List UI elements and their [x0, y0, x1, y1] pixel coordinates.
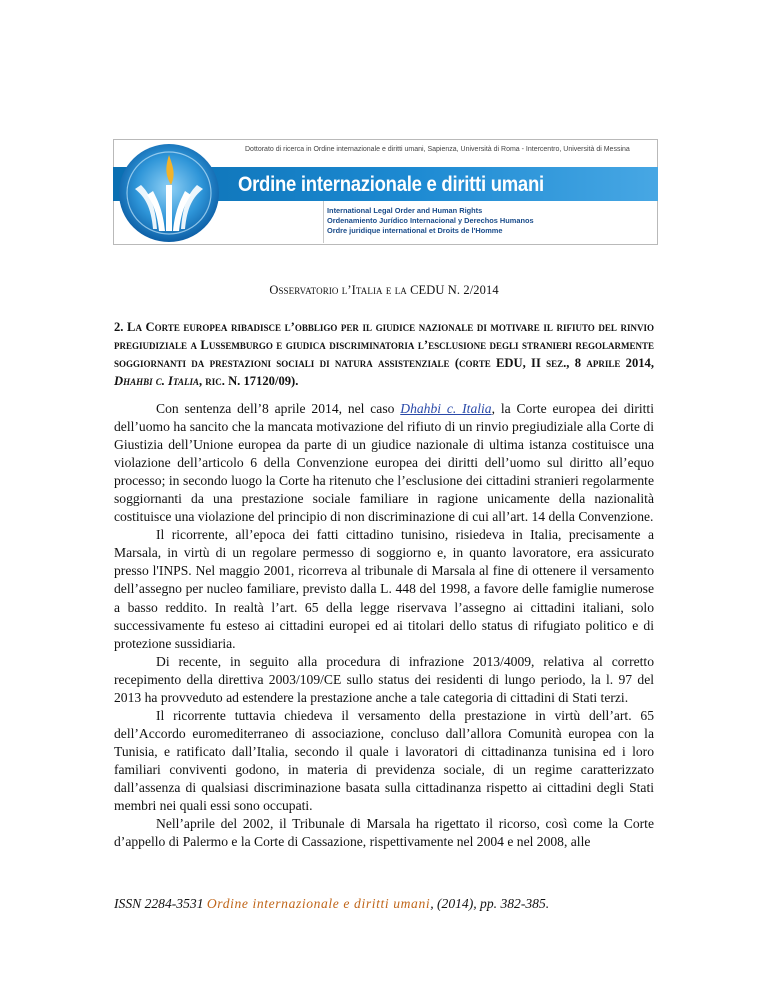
footer-citation: , (2014), pp. 382-385.: [430, 896, 550, 911]
observatory-initial-i: I: [351, 283, 356, 297]
banner-affiliation: Dottorato di ricerca in Ordine internazionale e diritti umani, Sapienza, Università di Roma - Intercentro, Università di Messina: [245, 146, 630, 153]
article-body: [114, 400, 654, 851]
observatory-initial-o: O: [269, 283, 279, 297]
section-heading-ref: , ric. N. 17120/09).: [198, 374, 299, 388]
footer-journal: Ordine internazionale e diritti umani: [206, 896, 431, 911]
journal-banner: [113, 139, 658, 245]
paragraph-3: Di recente, in seguito alla procedura di infrazione 2013/4009, relativa al corretto recepimento della direttiva 2003/109/CE sullo status dei residenti di lungo periodo, la l. 97 del 2013 ha provveduto ad estendere la prestazione anche a tale categoria di cittadini di Stati terzi.: [114, 653, 654, 705]
page-footer: [114, 896, 654, 912]
footer-issn: ISSN 2284-3531: [114, 896, 207, 911]
observatory-number: CEDU N. 2/2014: [410, 283, 499, 297]
banner-divider: [323, 201, 324, 243]
observatory-word-2: talia e la: [355, 283, 411, 297]
paragraph-5: Nell’aprile del 2002, il Tribunale di Marsala ha rigettato il ricorso, così come la Corte d’appello di Palermo e la Corte di Cassazione, rispettivamente nel 2004 e nel 2008, alle: [114, 816, 654, 850]
banner-subtitle-en: International Legal Order and Human Rights: [327, 206, 483, 215]
paragraph-4: Il ricorrente tuttavia chiedeva il versamento della prestazione in virtù dell’art. 65 dell’Accordo euromediterraneo di associazione, concluso dall’allora Comunità europea con la Tunisia, e ratificato dall’Italia, secondo il quale i lavoratori di cittadinanza tunisina ed i loro familiari conviventi godono, in materia di previdenza sociale, di un regime caratterizzato dall’assenza di qualsiasi discriminazione basata sulla cittadinanza rispetto ai cittadini degli Stati membri nei quali essi sono occupati.: [114, 707, 654, 814]
paragraph-1: [114, 400, 654, 526]
banner-title: Ordine internazionale e diritti umani: [238, 172, 544, 196]
case-link[interactable]: Dhahbi c. Italia: [400, 401, 492, 416]
journal-logo-icon: [113, 141, 225, 245]
observatory-word-1: sservatorio l’: [278, 283, 352, 297]
observatory-heading: [0, 283, 768, 298]
paragraph-1-start: Con sentenza dell’8 aprile 2014, nel caso: [156, 401, 401, 416]
paragraph-2: Il ricorrente, all’epoca dei fatti cittadino tunisino, risiedeva in Italia, precisamente a Marsala, in virtù di un regolare permesso di soggiorno e, in quanto lavoratore, era assicurato presso l'INPS. Nel maggio 2001, ricorreva al tribunale di Marsala al fine di ottenere il versamento dell’assegno per nucleo familiare, previsto dalla L. 448 del 1998, a favore delle famiglie numerose a basso reddito. In realtà l’art. 65 della legge riservava l’assegno ai cittadini italiani, solo successivamente fu esteso ai cittadini europei ed ai titolari dello status di rifugiato politico e di protezione sussidiaria.: [114, 527, 654, 651]
section-heading-text: 2. La Corte europea ribadisce l’obbligo per il giudice nazionale di motivare il rifiuto del rinvio pregiudiziale a Lussemburgo e giudica discriminatoria l’esclusione degli stranieri regolarmente soggiornanti da prestazioni sociali di natura assistenziale (corte EDU, II sez., 8 aprile 2014,: [114, 320, 654, 370]
banner-subtitle-fr: Ordre juridique international et Droits de l'Homme: [327, 225, 503, 235]
paragraph-1-end: , la Corte europea dei diritti dell’uomo ha sancito che la mancata motivazione del rifiuto di un rinvio pregiudiziale alla Corte di Giustizia dell’Unione europea da parte di un giudice nazionale di ultima istanza costituisce una violazione dell’articolo 6 della Convenzione europea dei diritti dell’uomo sul diritto all’equo processo; in secondo luogo la Corte ha ritenuto che l’esclusione dei cittadini stranieri regolarmente soggiornanti da una prestazione sociale familiare in ragione unicamente della nazionalità costituisce una violazione del principio di non discriminazione di cui all’art. 14 della Convenzione.: [114, 401, 654, 525]
banner-subtitle-es: Ordenamiento Jurídico Internacional y Derechos Humanos: [327, 215, 534, 225]
section-heading-case: Dhahbi c. Italia: [114, 374, 199, 388]
banner-subtitles: [327, 206, 647, 235]
section-heading: [114, 318, 654, 390]
